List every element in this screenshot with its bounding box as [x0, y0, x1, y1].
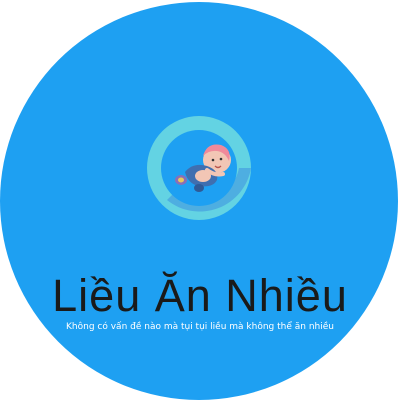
brand-tagline: Không có vấn đề nào mà tụi tụi liều mà không thể ăn nhiều: [66, 322, 334, 332]
brand-name: Liều Ăn Nhiều: [52, 270, 348, 321]
ring-emblem: [133, 112, 265, 224]
